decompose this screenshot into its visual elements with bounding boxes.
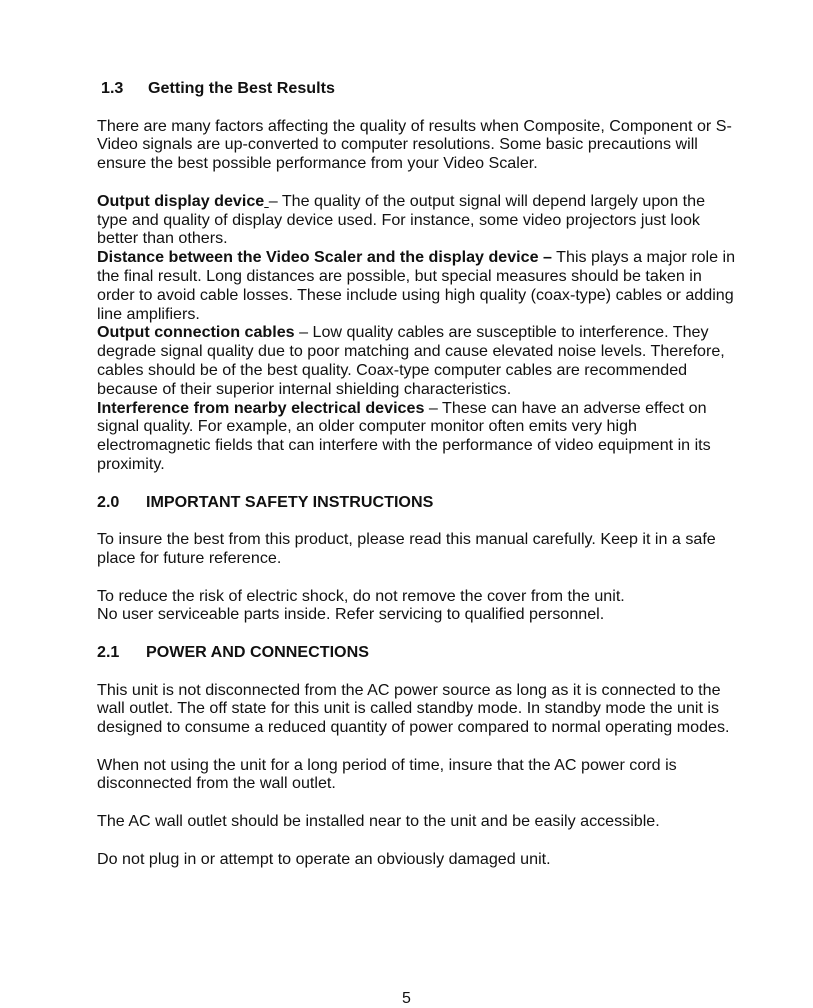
section-2-1-number: 2.1 [97,642,120,661]
factor-term: Distance between the Video Scaler and the display device – [97,248,552,267]
safety-paragraph-1: To insure the best from this product, please read this manual carefully. Keep it in a safe place for future reference. [97,530,716,567]
section-1-3-intro: There are many factors affecting the quality of results when Composite, Component or S-Video signals are up-converted to computer resolutions. Some basic precautions will ensure the best possible performance from your Video Scaler. [97,116,732,173]
safety-line-2: No user serviceable parts inside. Refer servicing to qualified personnel. [97,605,605,624]
power-paragraph-2: When not using the unit for a long period of time, insure that the AC power cord is disconnected from the wall outlet. [97,755,677,793]
factor-text: – Low quality cables are susceptible to interference. They degrade signal quality due to poor matching and cause elevated noise levels. Therefore, cables should be of the best quality. Coax-type computer cables are recommended because of their superior internal shielding characteristics. [97,323,725,398]
section-1-3-title: Getting the Best Results [148,79,335,97]
factor-term: Output display device [97,191,265,210]
section-2-0-number: 2.0 [97,492,120,511]
section-2-1-heading [97,643,737,662]
safety-paragraph-2 [97,587,737,625]
factor-text: – The quality of the output signal will depend largely upon the type and quality of display device used. For instance, some video projectors just look better than others. [97,191,706,248]
section-2-0-title: IMPORTANT SAFETY INSTRUCTIONS [146,492,434,511]
document-page [97,79,737,868]
factor-text: – These can have an adverse effect on signal quality. For example, an older computer monitor often emits very high electromagnetic fields that can interfere with the performance of video equipment in its proximity. [97,398,711,473]
factor-interference [97,399,737,474]
section-1-3-number: 1.3 [101,79,124,97]
power-paragraph-3: The AC wall outlet should be installed near to the unit and be easily accessible. [97,812,660,831]
factor-distance [97,248,737,323]
section-2-1-title: POWER AND CONNECTIONS [146,642,369,661]
factor-output-display-device [97,192,737,248]
factor-term: Interference from nearby electrical devices [97,398,425,417]
section-1-3-heading [97,79,737,98]
factor-text: This plays a major role in the final result. Long distances are possible, but special measures should be taken in order to avoid cable losses. These include using high quality (coax-type) cables or adding line amplifiers. [97,248,736,323]
power-paragraph-1: This unit is not disconnected from the AC power source as long as it is connected to the wall outlet. The off state for this unit is called standby mode. In standby mode the unit is designed to consume a reduced quantity of power compared to normal operating modes. [97,680,730,737]
page-number: 5 [402,990,411,1007]
factor-output-connection-cables [97,323,737,398]
safety-line-1: To reduce the risk of electric shock, do not remove the cover from the unit. [97,586,625,605]
power-paragraph-4: Do not plug in or attempt to operate an obviously damaged unit. [97,849,551,868]
factor-term: Output connection cables [97,323,295,342]
section-2-0-heading [97,493,737,512]
